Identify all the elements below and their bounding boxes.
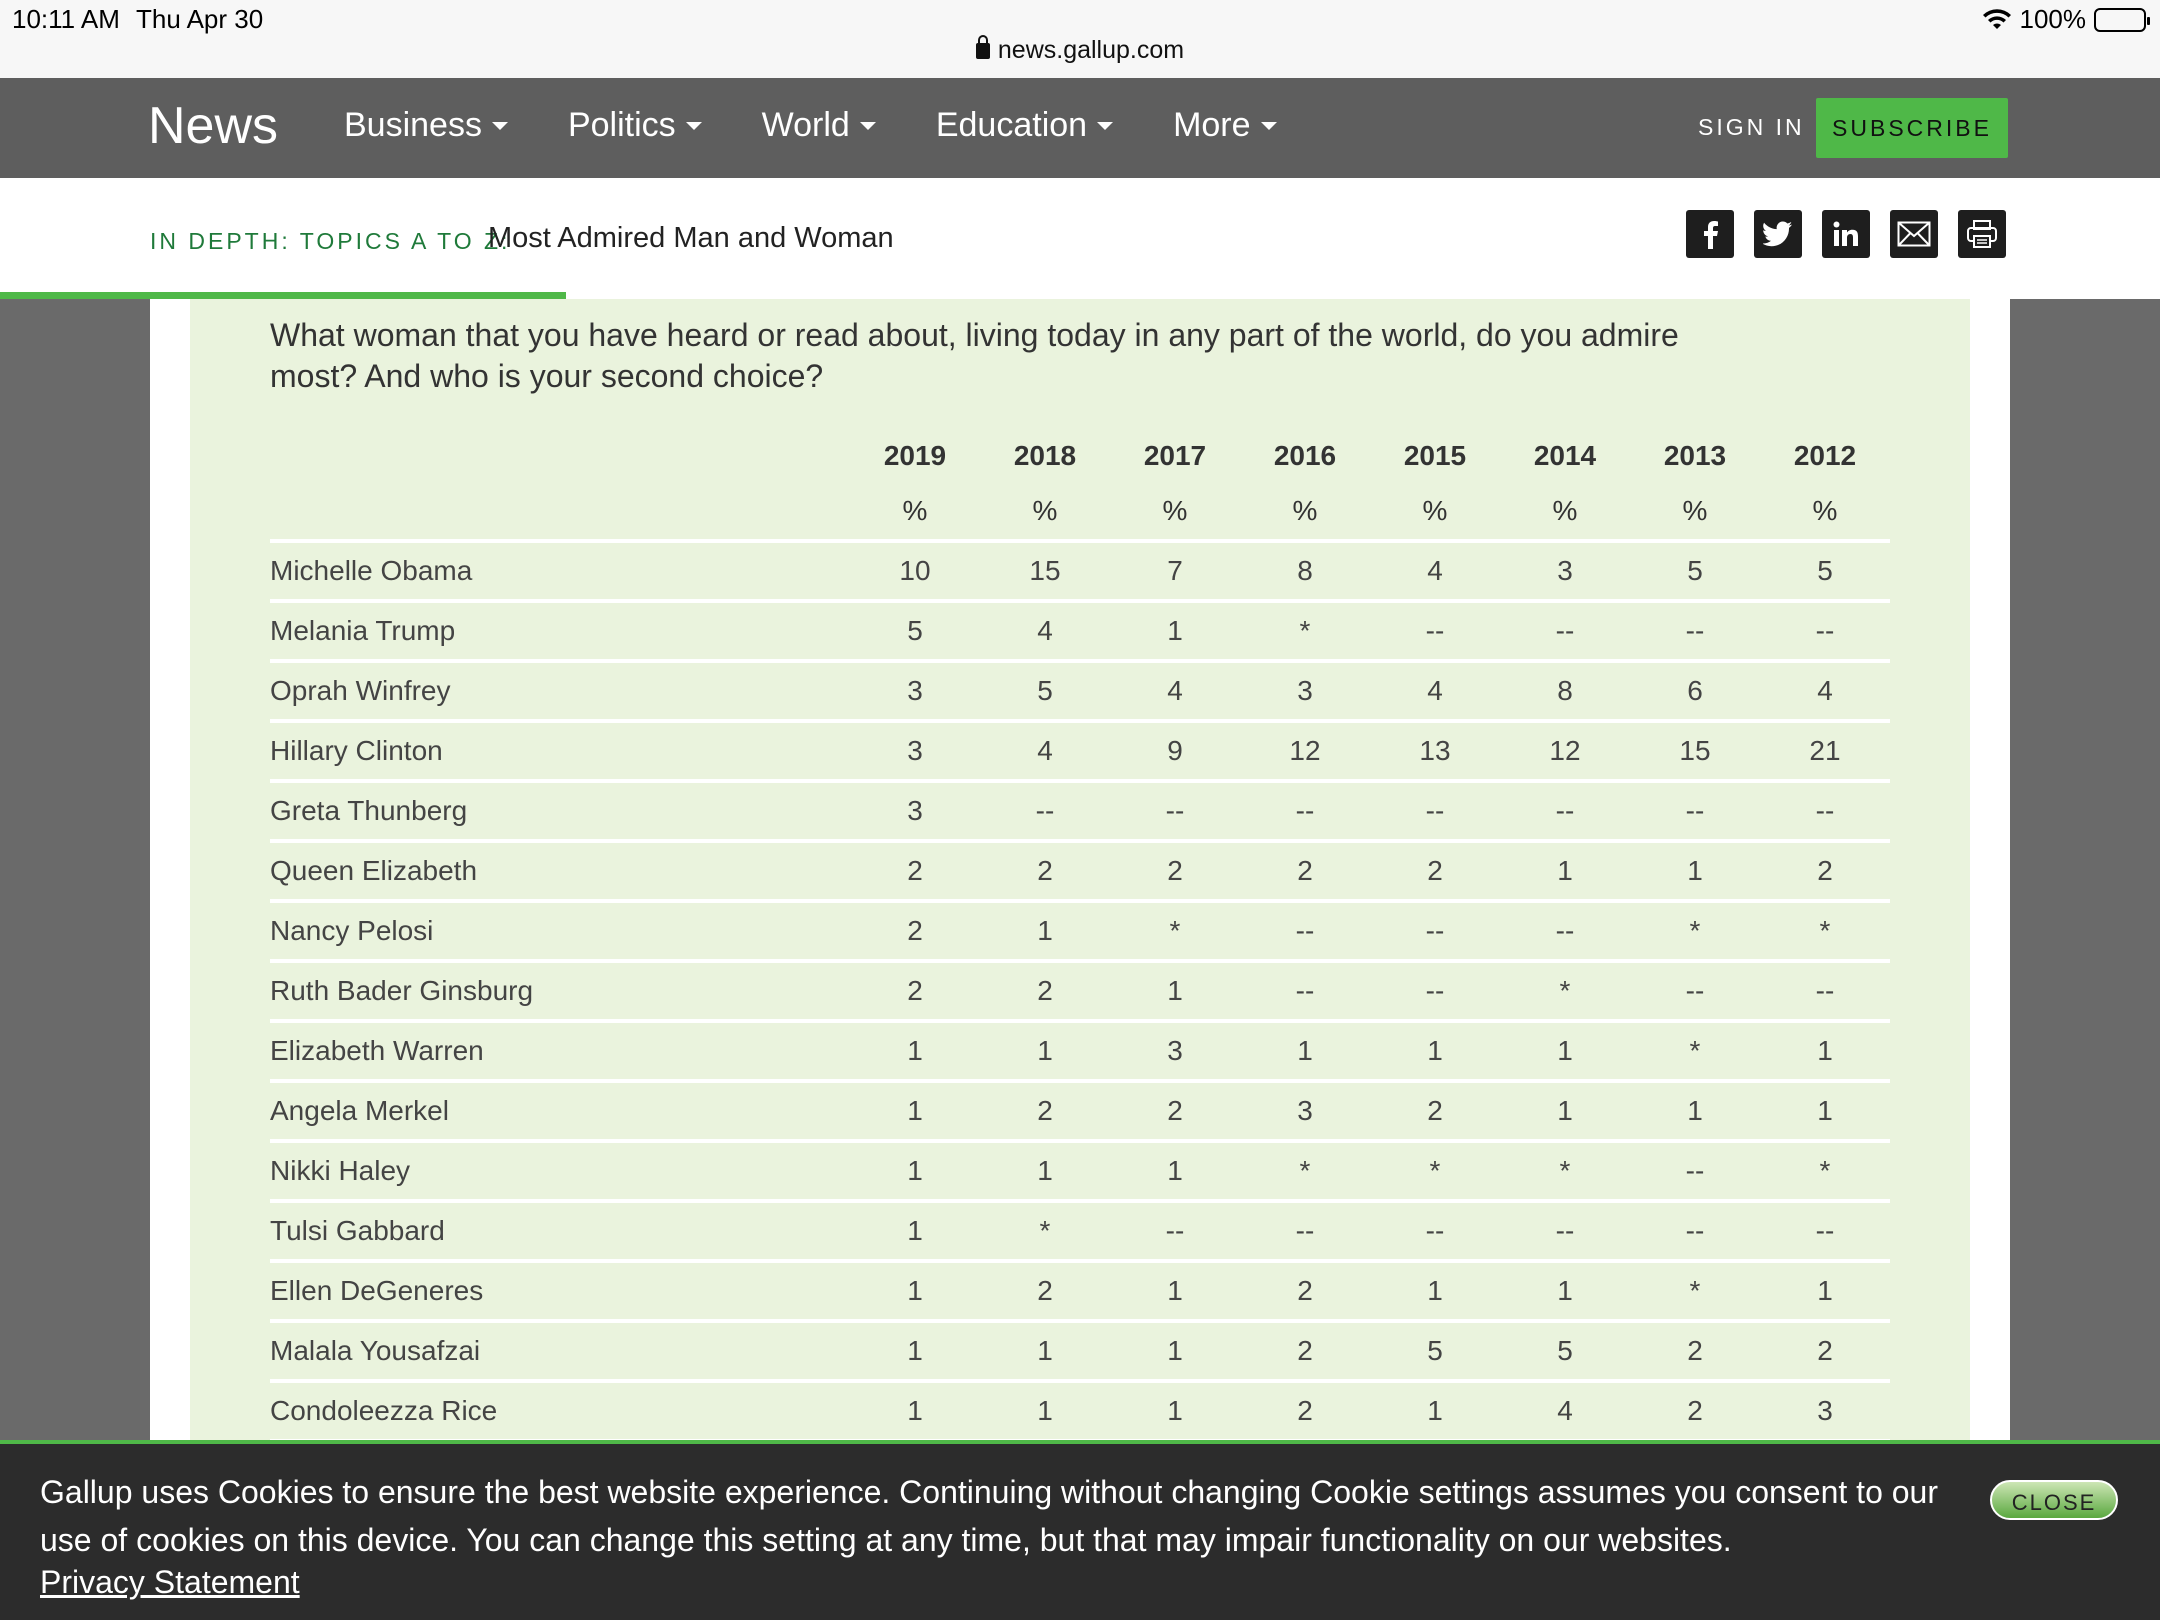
- percent-cell: 4: [1500, 1381, 1630, 1441]
- person-name: Oprah Winfrey: [270, 661, 850, 721]
- percent-cell: --: [1370, 1201, 1500, 1261]
- percent-cell: --: [1500, 601, 1630, 661]
- battery-icon: [2094, 8, 2146, 32]
- percent-cell: *: [1630, 901, 1760, 961]
- percent-cell: --: [1110, 1201, 1240, 1261]
- url-text: news.gallup.com: [997, 36, 1185, 64]
- percent-cell: 2: [1630, 1381, 1760, 1441]
- percent-cell: *: [1110, 901, 1240, 961]
- print-icon[interactable]: [1958, 210, 2006, 258]
- battery-percent: 100%: [2019, 4, 2086, 34]
- percent-cell: 1: [1110, 1261, 1240, 1321]
- percent-cell: 5: [850, 601, 980, 661]
- status-date: Thu Apr 30: [136, 4, 264, 34]
- percent-cell: --: [1500, 1201, 1630, 1261]
- year-header: 2016: [1273, 440, 1337, 471]
- percent-cell: 1: [1110, 1141, 1240, 1201]
- close-button[interactable]: CLOSE: [1990, 1480, 2118, 1520]
- table-row: [270, 961, 1890, 1021]
- table-row: [270, 1321, 1890, 1381]
- percent-cell: *: [1370, 1141, 1500, 1201]
- percent-cell: 1: [1370, 1381, 1500, 1441]
- nav-label: Politics: [567, 106, 676, 144]
- percent-cell: 3: [1760, 1381, 1890, 1441]
- table-row: [270, 1261, 1890, 1321]
- chevron-down-icon: [686, 122, 702, 130]
- status-time: 10:11 AM: [12, 4, 120, 34]
- privacy-statement-link[interactable]: Privacy Statement: [40, 1564, 300, 1600]
- table-row: [270, 841, 1890, 901]
- person-name: Tulsi Gabbard: [270, 1201, 850, 1261]
- unit-header: %: [1370, 483, 1500, 541]
- data-table-panel: [190, 299, 1970, 1442]
- percent-cell: 1: [1110, 1321, 1240, 1381]
- percent-cell: 15: [1630, 721, 1760, 781]
- breadcrumb: [0, 178, 2160, 299]
- percent-cell: --: [1370, 901, 1500, 961]
- table-row: [270, 601, 1890, 661]
- address-bar[interactable]: [0, 36, 2160, 65]
- percent-cell: 4: [980, 721, 1110, 781]
- percent-cell: 9: [1110, 721, 1240, 781]
- percent-cell: 1: [1760, 1021, 1890, 1081]
- chevron-down-icon: [860, 122, 876, 130]
- percent-cell: 1: [850, 1141, 980, 1201]
- percent-cell: 1: [1500, 1021, 1630, 1081]
- percent-cell: 4: [1110, 661, 1240, 721]
- year-header: 2018: [1013, 440, 1077, 471]
- percent-cell: 2: [850, 961, 980, 1021]
- percent-cell: --: [1630, 1201, 1760, 1261]
- facebook-icon[interactable]: [1686, 210, 1734, 258]
- person-name: Nancy Pelosi: [270, 901, 850, 961]
- table-row: [270, 1021, 1890, 1081]
- percent-cell: --: [1370, 961, 1500, 1021]
- percent-cell: --: [1630, 1141, 1760, 1201]
- percent-cell: --: [1630, 601, 1760, 661]
- percent-cell: 1: [980, 1381, 1110, 1441]
- unit-header: %: [1760, 483, 1890, 541]
- percent-cell: 8: [1240, 541, 1370, 601]
- percent-cell: 13: [1370, 721, 1500, 781]
- percent-cell: --: [980, 781, 1110, 841]
- unit-header: %: [1110, 483, 1240, 541]
- person-name: Queen Elizabeth: [270, 841, 850, 901]
- table-row: [270, 1081, 1890, 1141]
- percent-cell: --: [1500, 901, 1630, 961]
- percent-cell: 3: [1500, 541, 1630, 601]
- percent-cell: 15: [980, 541, 1110, 601]
- percent-cell: *: [1500, 961, 1630, 1021]
- table-row: [270, 1141, 1890, 1201]
- page-title: Most Admired Man and Woman: [488, 222, 894, 254]
- person-name: Hillary Clinton: [270, 721, 850, 781]
- percent-cell: 1: [850, 1321, 980, 1381]
- percent-cell: 5: [1370, 1321, 1500, 1381]
- nav-label: More: [1173, 106, 1251, 144]
- percent-cell: --: [1760, 781, 1890, 841]
- percent-cell: 1: [1500, 1081, 1630, 1141]
- percent-cell: 2: [850, 901, 980, 961]
- percent-cell: 1: [980, 1321, 1110, 1381]
- percent-cell: 1: [850, 1081, 980, 1141]
- percent-cell: 3: [850, 661, 980, 721]
- table-row: [270, 901, 1890, 961]
- cookie-banner: [0, 1440, 2160, 1620]
- percent-cell: 12: [1240, 721, 1370, 781]
- percent-cell: 1: [850, 1021, 980, 1081]
- person-name: Nikki Haley: [270, 1141, 850, 1201]
- person-name: Ruth Bader Ginsburg: [270, 961, 850, 1021]
- percent-cell: 4: [1370, 661, 1500, 721]
- subscribe-button[interactable]: SUBSCRIBE: [1816, 98, 2008, 158]
- percent-cell: 2: [1110, 841, 1240, 901]
- percent-cell: --: [1760, 961, 1890, 1021]
- person-name: Greta Thunberg: [270, 781, 850, 841]
- percent-cell: --: [1630, 961, 1760, 1021]
- percent-cell: 4: [1370, 541, 1500, 601]
- percent-cell: 21: [1760, 721, 1890, 781]
- percent-cell: 2: [1240, 1261, 1370, 1321]
- table-row: [270, 541, 1890, 601]
- main-nav: [344, 106, 1277, 145]
- nav-more[interactable]: [1173, 106, 1276, 145]
- percent-cell: --: [1630, 781, 1760, 841]
- admired-woman-table: [270, 429, 1890, 1443]
- header-empty: [270, 483, 850, 541]
- percent-cell: 1: [1500, 841, 1630, 901]
- percent-cell: --: [1240, 781, 1370, 841]
- percent-cell: *: [1240, 1141, 1370, 1201]
- chevron-down-icon: [1261, 122, 1277, 130]
- percent-cell: *: [980, 1201, 1110, 1261]
- nav-label: Business: [344, 106, 482, 144]
- percent-cell: *: [1500, 1141, 1630, 1201]
- percent-cell: 2: [1240, 1381, 1370, 1441]
- percent-cell: 8: [1500, 661, 1630, 721]
- percent-cell: 2: [1240, 1321, 1370, 1381]
- percent-cell: 3: [850, 781, 980, 841]
- wifi-icon: [1982, 9, 2012, 31]
- nav-politics[interactable]: [568, 106, 702, 145]
- nav-business[interactable]: [344, 106, 508, 145]
- unit-header: %: [980, 483, 1110, 541]
- unit-header: %: [1500, 483, 1630, 541]
- table-row: [270, 1201, 1890, 1261]
- percent-cell: 3: [1110, 1021, 1240, 1081]
- year-header: 2019: [883, 440, 947, 471]
- person-name: Malala Yousafzai: [270, 1321, 850, 1381]
- status-indicators: [1982, 4, 2147, 35]
- cookie-message: Gallup uses Cookies to ensure the best website experience. Continuing without changing Cookie settings assumes you consent to our use of cookies on this device. You can change this setting at any time, but that may impair functionality on our websites.: [40, 1474, 1938, 1558]
- percent-cell: 2: [980, 1081, 1110, 1141]
- reading-progress-bar: [0, 292, 566, 299]
- site-header: [0, 78, 2160, 178]
- percent-cell: *: [1760, 1141, 1890, 1201]
- chevron-down-icon: [492, 122, 508, 130]
- nav-label: World: [761, 106, 850, 144]
- percent-cell: 2: [980, 841, 1110, 901]
- year-header: 2014: [1533, 440, 1597, 471]
- nav-label: Education: [935, 106, 1088, 144]
- percent-cell: 4: [980, 601, 1110, 661]
- percent-cell: 2: [980, 1261, 1110, 1321]
- percent-cell: 1: [1240, 1021, 1370, 1081]
- percent-cell: 2: [1110, 1081, 1240, 1141]
- percent-cell: 2: [1630, 1321, 1760, 1381]
- person-name: Melania Trump: [270, 601, 850, 661]
- percent-cell: *: [1630, 1021, 1760, 1081]
- linkedin-icon[interactable]: [1822, 210, 1870, 258]
- percent-cell: 1: [850, 1261, 980, 1321]
- percent-cell: 1: [850, 1381, 980, 1441]
- percent-cell: 2: [1760, 1321, 1890, 1381]
- percent-cell: 5: [1630, 541, 1760, 601]
- percent-cell: 2: [1370, 841, 1500, 901]
- percent-cell: 2: [850, 841, 980, 901]
- year-header: 2015: [1403, 440, 1467, 471]
- percent-cell: 2: [1760, 841, 1890, 901]
- chevron-down-icon: [1097, 122, 1113, 130]
- percent-cell: 1: [980, 1141, 1110, 1201]
- table-header-years: [270, 429, 1890, 483]
- percent-cell: 6: [1630, 661, 1760, 721]
- header-empty: [270, 429, 850, 483]
- percent-cell: *: [1630, 1261, 1760, 1321]
- percent-cell: 10: [850, 541, 980, 601]
- percent-cell: --: [1370, 781, 1500, 841]
- percent-cell: 1: [1760, 1261, 1890, 1321]
- brand-logo[interactable]: News: [148, 97, 279, 155]
- year-header: 2017: [1143, 440, 1207, 471]
- unit-header: %: [1630, 483, 1760, 541]
- percent-cell: *: [1240, 601, 1370, 661]
- percent-cell: 1: [1630, 841, 1760, 901]
- percent-cell: 2: [1240, 841, 1370, 901]
- percent-cell: 1: [1110, 601, 1240, 661]
- percent-cell: --: [1240, 961, 1370, 1021]
- percent-cell: 1: [1500, 1261, 1630, 1321]
- percent-cell: 5: [980, 661, 1110, 721]
- percent-cell: 3: [850, 721, 980, 781]
- percent-cell: --: [1240, 1201, 1370, 1261]
- year-header: 2012: [1793, 440, 1857, 471]
- share-toolbar: [1686, 210, 2006, 258]
- table-row: [270, 661, 1890, 721]
- percent-cell: 1: [1370, 1261, 1500, 1321]
- lock-icon: [976, 43, 990, 59]
- person-name: Michelle Obama: [270, 541, 850, 601]
- twitter-icon[interactable]: [1754, 210, 1802, 258]
- nav-education[interactable]: [936, 106, 1113, 145]
- percent-cell: 1: [980, 901, 1110, 961]
- nav-world[interactable]: [762, 106, 876, 145]
- percent-cell: 1: [1370, 1021, 1500, 1081]
- percent-cell: 5: [1500, 1321, 1630, 1381]
- year-header: 2013: [1663, 440, 1727, 471]
- percent-cell: 3: [1240, 1081, 1370, 1141]
- table-body: [270, 541, 1890, 1441]
- person-name: Elizabeth Warren: [270, 1021, 850, 1081]
- person-name: Angela Merkel: [270, 1081, 850, 1141]
- percent-cell: 12: [1500, 721, 1630, 781]
- table-row: [270, 781, 1890, 841]
- percent-cell: 7: [1110, 541, 1240, 601]
- percent-cell: 3: [1240, 661, 1370, 721]
- ios-status-bar: [0, 0, 2160, 78]
- person-name: Condoleezza Rice: [270, 1381, 850, 1441]
- article-content: [150, 299, 2010, 1442]
- person-name: Ellen DeGeneres: [270, 1261, 850, 1321]
- breadcrumb-section[interactable]: IN DEPTH: TOPICS A TO Z:: [150, 228, 511, 254]
- sign-in-link[interactable]: SIGN IN: [1698, 114, 1805, 140]
- percent-cell: --: [1370, 601, 1500, 661]
- percent-cell: --: [1240, 901, 1370, 961]
- table-row: [270, 1381, 1890, 1441]
- percent-cell: --: [1110, 781, 1240, 841]
- unit-header: %: [1240, 483, 1370, 541]
- table-header-units: [270, 483, 1890, 541]
- percent-cell: *: [1760, 901, 1890, 961]
- percent-cell: 1: [1760, 1081, 1890, 1141]
- percent-cell: 1: [1110, 961, 1240, 1021]
- percent-cell: 1: [1630, 1081, 1760, 1141]
- percent-cell: 5: [1760, 541, 1890, 601]
- percent-cell: 1: [1110, 1381, 1240, 1441]
- percent-cell: 1: [980, 1021, 1110, 1081]
- percent-cell: --: [1500, 781, 1630, 841]
- percent-cell: 4: [1760, 661, 1890, 721]
- percent-cell: --: [1760, 601, 1890, 661]
- unit-header: %: [850, 483, 980, 541]
- table-row: [270, 721, 1890, 781]
- percent-cell: --: [1760, 1201, 1890, 1261]
- percent-cell: 2: [980, 961, 1110, 1021]
- percent-cell: 1: [850, 1201, 980, 1261]
- percent-cell: 2: [1370, 1081, 1500, 1141]
- email-icon[interactable]: [1890, 210, 1938, 258]
- survey-question: What woman that you have heard or read about, living today in any part of the world, do you admire most? And who is your second choice?: [270, 317, 1679, 394]
